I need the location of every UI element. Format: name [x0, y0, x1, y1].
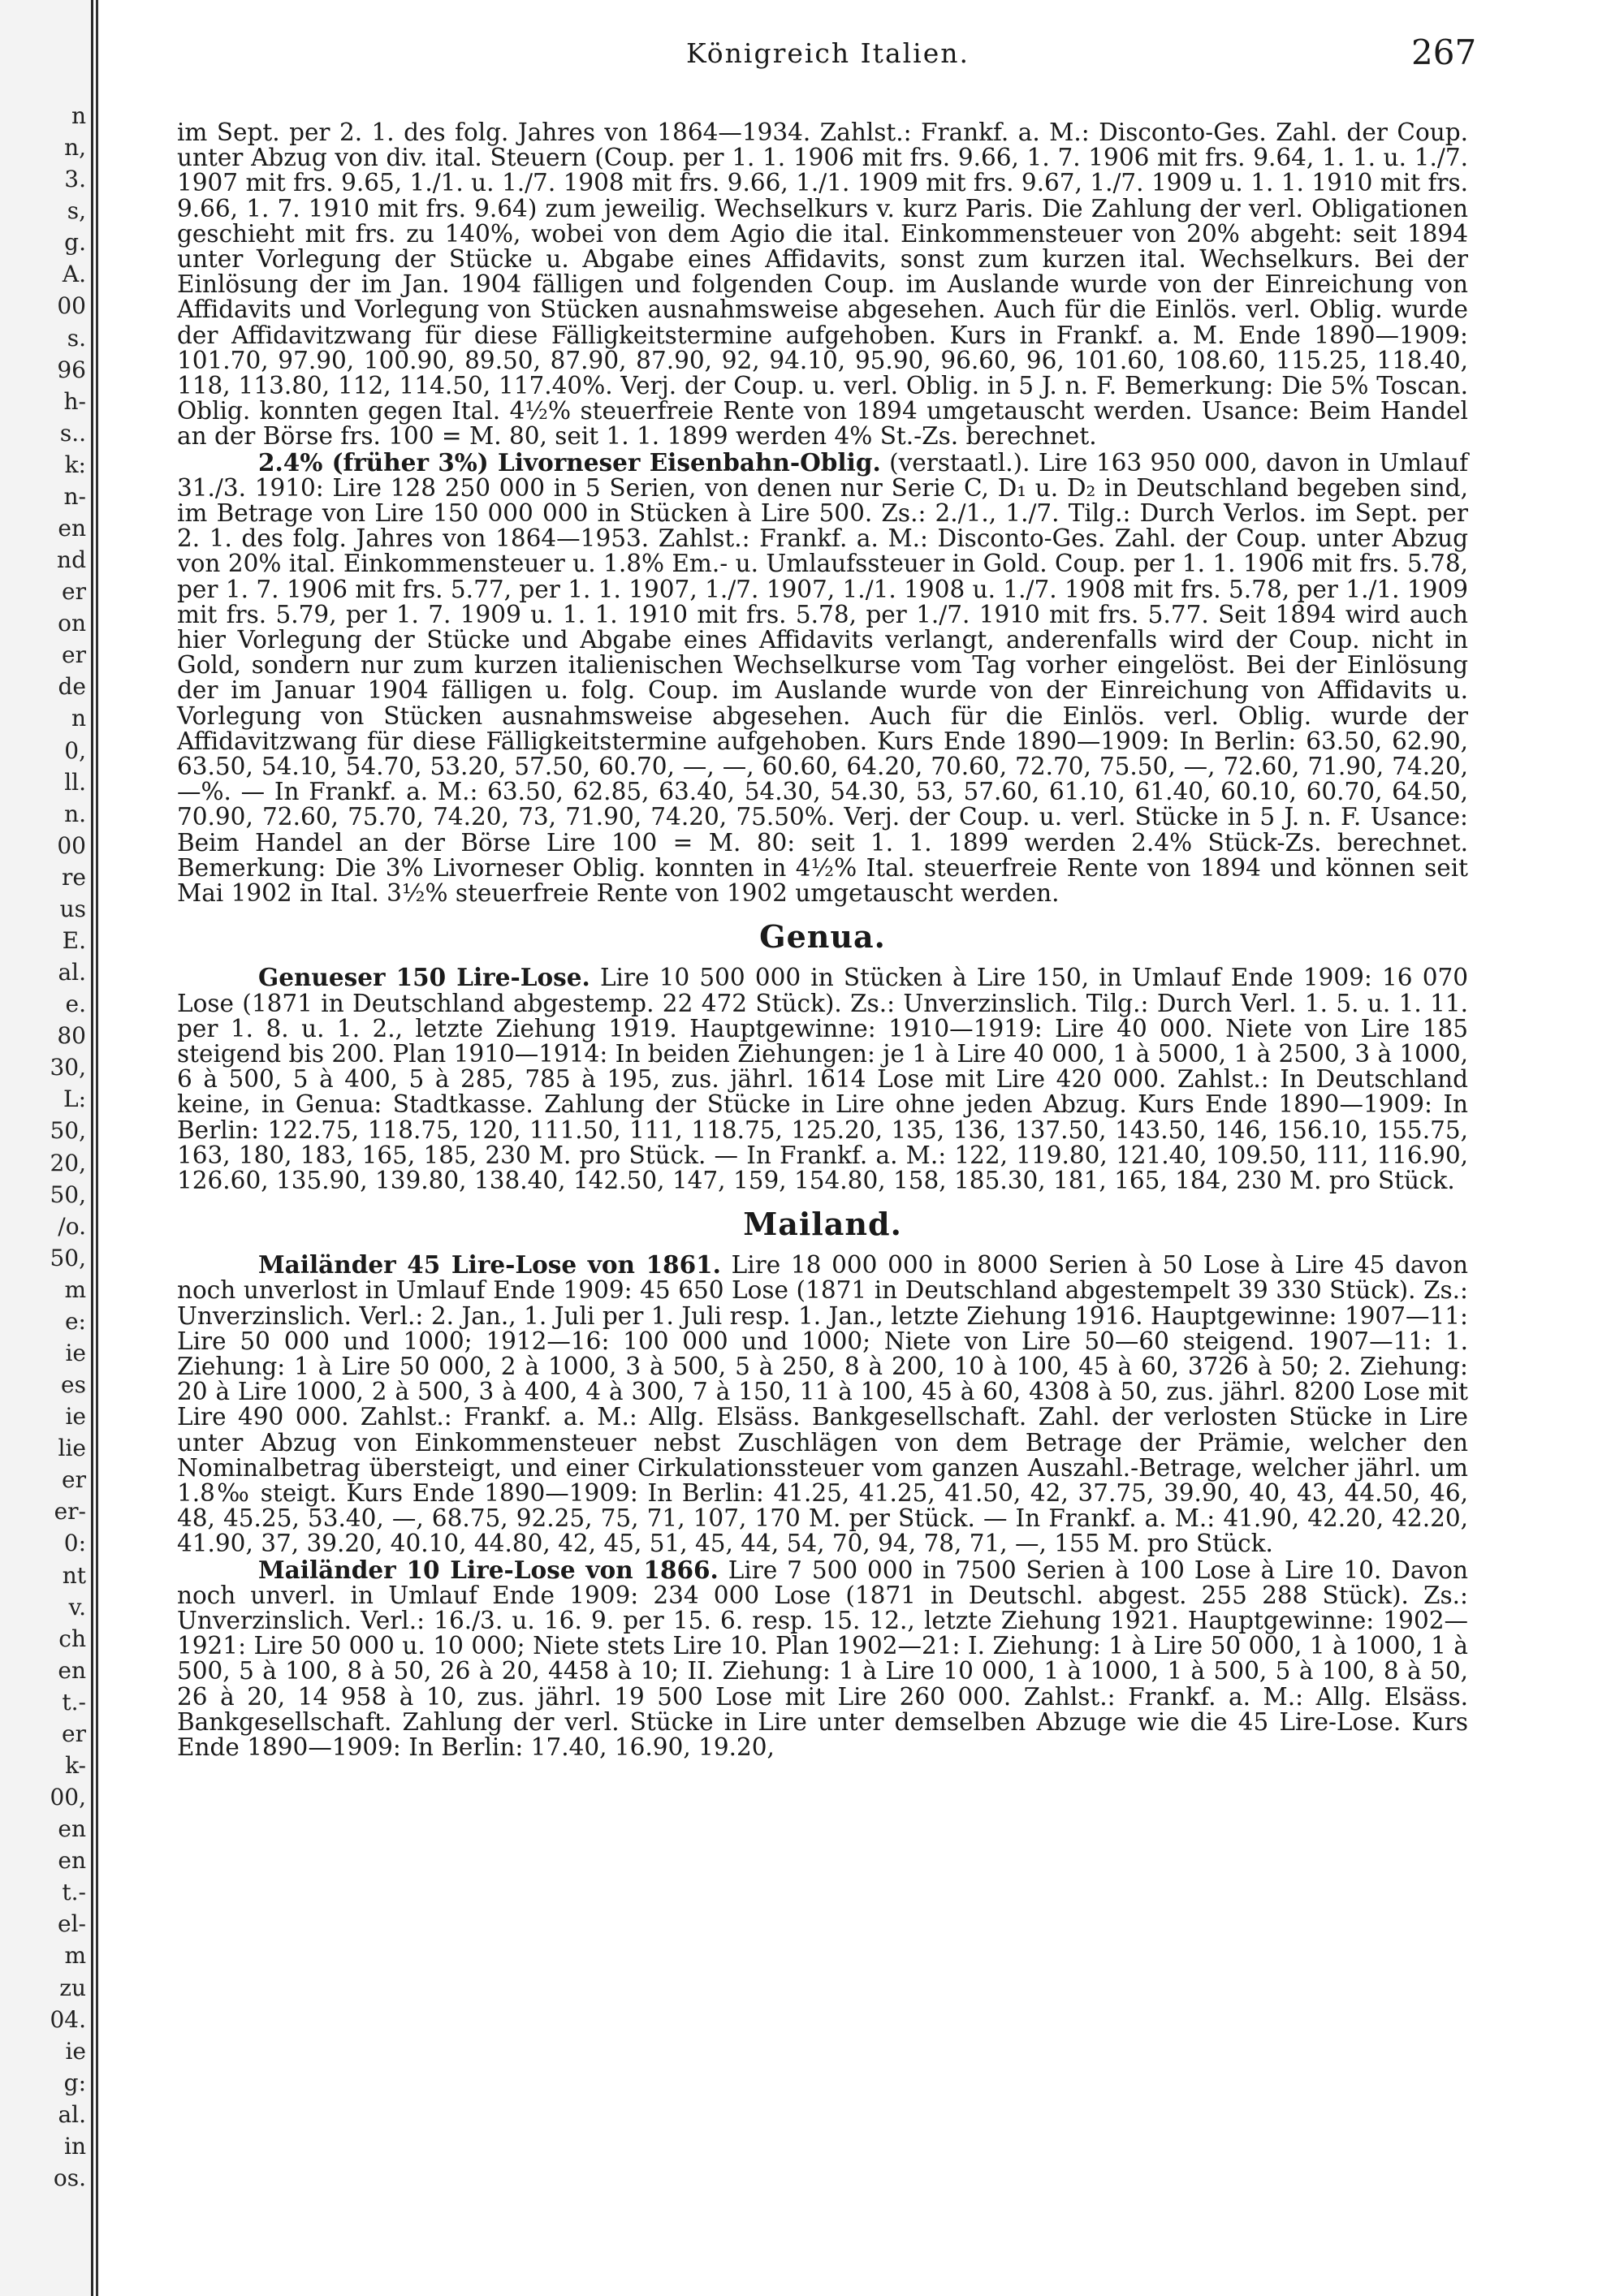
continuation-paragraph: im Sept. per 2. 1. des folg. Jahres von 1864—1934. Zahlst.: Frankf. a. M.: Disconto-Ges. Zahl. der Coup. unter Abzug von div. ital. Steuern (Coup. per 1. 1. 1906 mit frs. 9.66, 1. 7. 1906 mit frs. 9.64, 1. 1. u. 1./7. 1907 mit frs. 9.65, 1./1. u. 1./7. 1908 mit frs. 9.66, 1./1. 1909 mit frs. 9.67, 1./7. 1909 u. 1. 1. 1910 mit frs. 9.66, 1. 7. 1910 mit frs. 9.64) zum jeweilig. Wechselkurs v. kurz Paris. Die Zahlung der verl. Obligationen geschieht mit frs. zu 140%, wobei von dem Agio die ital. Einkommensteuer von 20% abgeht: seit 1894 unter Vorlegung der Stücke u. Abgabe eines Affidavits, sonst zum kurzen ital. Wechselkurs. Bei der Einlösung der im Jan. 1904 fälligen und folgenden Coup. im Auslande wurde von der Einreichung von Affidavits und Vorlegung von Stücken ausnahmsweise abgesehen. Auch für die Einlös. verl. Oblig. wurde der Affidavitzwang für diese Fälligkeitstermine aufgehoben. Kurs in Frankf. a. M. Ende 1890—1909: 101.70, 97.90, 100.90, 89.50, 87.90, 87.90, 92, 94.10, 95.90, 96.60, 96, 101.60, 108.60, 115.25, 118.40, 118, 113.80, 112, 114.50, 117.40%. Verj. der Coup. u. verl. Oblig. in 5 J. n. F. Bemerkung: Die 5% Toscan. Oblig. konnten gegen Ital. 4½% steuerfreie Rente von 1894 umgetauscht werden. Usance: Beim Handel an der Börse frs. 100 = M. 80, seit 1. 1. 1899 werden 4% St.-Zs. berechnet. [177, 119, 1468, 451]
entry-text: (verstaatl.). Lire 163 950 000, davon in Umlauf 31./3. 1910: Lire 128 250 000 in 5 Serien, von denen nur Serie C, D₁ u. D₂ in Deutschland begeben sind, im Betrage von Lire 150 000 000 in Stücken à Lire 500. Zs.: 2./1., 1./7. Tilg.: Durch Verlos. im Sept. per 2. 1. des folg. Jahres von 1864—1953. Zahlst.: Frankf. a. M.: Disconto-Ges. Zahl. der Coup. unter Abzug von 20% ital. Einkommensteuer u. 1.8% Em.- u. Umlaufssteuer in Gold. Coup. per 1. 1. 1906 mit frs. 5.78, per 1. 7. 1906 mit frs. 5.77, per 1. 1. 1907, 1./7. 1907, 1./1. 1908 u. 1./7. 1908 mit frs. 5.78, per 1./1. 1909 mit frs. 5.79, per 1. 7. 1909 u. 1. 1. 1910 mit frs. 5.78, per 1./7. 1910 mit frs. 5.77. Seit 1894 wird auch hier Vorlegung der Stücke und Abgabe eines Affidavits verlangt, anderenfalls wird der Coup. nicht in Gold, sondern nur zum kurzen italienischen Wechselkurse vom Tag vorher eingelöst. Bei der Einlösung der im Januar 1904 fälligen u. folg. Coup. im Auslande wurde von der Einreichung von Affidavits u. Vorlegung von Stücken ausnahmsweise abgesehen. Auch für die Einlös. verl. Oblig. wurde der Affidavitzwang für diese Fälligkeitstermine aufgehoben. Kurs Ende 1890—1909: In Berlin: 63.50, 62.90, 63.50, 54.10, 54.70, 53.20, 57.50, 60.70, —, —, 60.60, 64.20, 70.60, 72.70, 75.50, —, 72.60, 71.90, 74.20, —%. — In Frankf. a. M.: 63.50, 62.85, 63.40, 54.30, 54.30, 53, 57.60, 61.10, 61.40, 60.10, 60.70, 64.50, 70.90, 72.60, 75.70, 74.20, 73, 71.90, 74.20, 75.50%. Verj. der Coup. u. verl. Stücke in 5 J. n. F. Usance: Beim Handel an der Börse Lire 100 = M. 80: seit 1. 1. 1899 werden 2.4% Stück-Zs. berechnet. Bemerkung: Die 3% Livorneser Oblig. konnten in 4½% Ital. steuerfreie Rente von 1894 und können seit Mai 1902 in Ital. 3½% steuerfreie Rente von 1902 umgetauscht werden. [177, 448, 1468, 908]
entry-heading: Mailänder 45 Lire-Lose von 1861. [258, 1250, 721, 1280]
gutter-fragment: s, [67, 197, 86, 224]
gutter-fragment: ie [65, 1340, 86, 1366]
entry-heading: 2.4% (früher 3%) Livorneser Eisenbahn-Oblig. [258, 447, 881, 477]
gutter-fragment: n [71, 102, 86, 129]
gutter-fragment: on [58, 610, 86, 637]
entry-text: Lire 18 000 000 in 8000 Serien à 50 Lose à Lire 45 davon noch unverlost in Umlauf Ende 1909: 45 650 Lose (1871 in Deutschland abgestempelt 39 330 Stück). Zs.: Unverzinslich. Verl.: 2. Jan., 1. Juli per 1. Juli resp. 1. Jan., letzte Ziehung 1916. Hauptgewinne: 1907—11: Lire 50 000 und 1000; 1912—16: 100 000 und 1000; Niete von Lire 50—60 steigend. 1907—11: 1. Ziehung: 1 à Lire 50 000, 2 à 1000, 3 à 500, 5 à 250, 8 à 200, 10 à 100, 45 à 60, 3726 à 50; 2. Ziehung: 20 à Lire 1000, 2 à 500, 3 à 400, 4 à 300, 7 à 150, 11 à 100, 45 à 60, 4308 à 50, zus. jährl. 8200 Lose mit Lire 490 000. Zahlst.: Frankf. a. M.: Allg. Elsäss. Bankgesellschaft. Zahl. der verlosten Stücke in Lire unter Abzug von Einkommensteuer nebst Zuschlägen von dem Betrage der Prämie, welcher den Nominalbetrag übersteigt, und einer Cirkulationssteuer vom ganzen Auszahl.-Betrage, welcher jährl. um 1.8‰ steigt. Kurs Ende 1890—1909: In Berlin: 41.25, 41.25, 41.50, 42, 37.75, 39.90, 40, 43, 44.50, 46, 48, 45.25, 53.40, —, 68.75, 92.25, 75, 71, 107, 170 M. per Stück. — In Frankf. a. M.: 41.90, 42.20, 42.20, 41.90, 37, 39.20, 40.10, 44.80, 42, 45, 51, 45, 44, 54, 70, 94, 78, 71, —, 155 M. pro Stück. [177, 1251, 1468, 1558]
gutter-fragment: e. [65, 990, 86, 1017]
entry-mailaender-45 [177, 1252, 1468, 1556]
gutter-fragment: ch [58, 1625, 86, 1652]
gutter-fragment: 00, [50, 1784, 86, 1810]
gutter-fragment: 04. [50, 2006, 86, 2033]
gutter-fragment: e: [64, 1308, 86, 1335]
city-heading-genua: Genua. [759, 918, 886, 956]
gutter-fragment: er [62, 1720, 86, 1747]
entry-genueser [177, 965, 1468, 1193]
entry-heading: Mailänder 10 Lire-Lose von 1866. [258, 1555, 719, 1584]
gutter-fragment: 30, [50, 1054, 86, 1081]
gutter-fragment: k- [65, 1752, 86, 1779]
gutter-fragment: ie [65, 1403, 86, 1430]
gutter-fragment: es [61, 1371, 86, 1398]
gutter-fragment: 50, [50, 1245, 86, 1271]
gutter-fragment: g: [63, 2069, 86, 2096]
gutter-fragment: 00 [57, 832, 86, 859]
gutter-fragment: 50, [50, 1117, 86, 1144]
gutter-fragment: m [64, 1942, 86, 1969]
gutter-fragment: de [58, 673, 86, 700]
gutter-fragment: er [62, 641, 86, 668]
entry-text: Lire 10 500 000 in Stücken à Lire 150, in Umlauf Ende 1909: 16 070 Lose (1871 in Deutschland abgestemp. 22 472 Stück). Zs.: Unverzinslich. Tilg.: Durch Verl. 1. 5. u. 1. 11. per 1. 8. u. 1. 2., letzte Ziehung 1919. Hauptgewinne: 1910—1919: Lire 40 000. Niete von Lire 185 steigend bis 200. Plan 1910—1914: In beiden Ziehungen: je 1 à Lire 40 000, 1 à 5000, 1 à 2500, 3 à 1000, 6 à 500, 5 à 400, 5 à 285, 785 à 195, zus. jährl. 1614 Lose mit Lire 420 000. Zahlst.: In Deutschland keine, in Genua: Stadtkasse. Zahlung der Stücke in Lire ohne jeden Abzug. Kurs Ende 1890—1909: In Berlin: 122.75, 118.75, 120, 111.50, 111, 118.75, 125.20, 135, 136, 137.50, 143.50, 146, 156.10, 155.75, 163, 180, 183, 165, 185, 230 M. pro Stück. — In Frankf. a. M.: 122, 119.80, 121.40, 109.50, 111, 116.90, 126.60, 135.90, 139.80, 138.40, 142.50, 147, 159, 154.80, 158, 185.30, 181, 165, 184, 230 M. pro Stück. [177, 964, 1469, 1194]
gutter-fragment: 50, [50, 1181, 86, 1208]
gutter-fragment: nd [57, 546, 86, 573]
entry-livorneser [177, 447, 1468, 908]
entry-heading: Genueser 150 Lire-Lose. [258, 963, 590, 992]
city-heading-mailand: Mailand. [743, 1206, 902, 1243]
gutter-fragment: ll. [64, 769, 86, 796]
gutter-fragment: er [62, 578, 86, 605]
gutter-fragment: el- [58, 1910, 86, 1937]
gutter-fragment: en [58, 1847, 86, 1874]
page-number: 267 [1411, 32, 1477, 72]
gutter-fragment: A. [62, 261, 86, 287]
gutter-fragment: zu [59, 1974, 86, 2001]
gutter-fragment: n, [64, 134, 86, 161]
gutter-fragment: g. [64, 229, 86, 256]
gutter-fragment: en [58, 1657, 86, 1684]
gutter-fragment: n. [64, 801, 86, 827]
gutter-fragment: re [62, 864, 86, 891]
gutter-fragment: al. [58, 959, 86, 986]
gutter-fragment: in [64, 2133, 86, 2160]
gutter-fragment: al. [58, 2101, 86, 2128]
gutter-fragment: er [62, 1466, 86, 1493]
gutter-fragment: s.. [59, 420, 86, 447]
gutter-fragment: 0: [63, 1530, 86, 1556]
gutter-fragment: ie [65, 2038, 86, 2065]
binding-line [96, 0, 98, 2296]
gutter-fragment: en [58, 1815, 86, 1842]
entry-mailaender-10 [177, 1557, 1468, 1761]
gutter-fragment: nt [62, 1562, 86, 1589]
gutter-fragment: 80 [57, 1022, 86, 1049]
gutter-fragment: t.- [62, 1689, 86, 1716]
gutter-fragment: m [64, 1276, 86, 1303]
facing-page-gutter [0, 0, 93, 2296]
gutter-fragment: n- [63, 483, 86, 510]
gutter-fragment: os. [53, 2164, 86, 2191]
gutter-fragment: 0, [64, 737, 86, 764]
gutter-fragment: us [59, 896, 86, 922]
gutter-fragment: er- [54, 1498, 86, 1525]
gutter-fragment: 3. [64, 166, 86, 192]
running-head: Königreich Italien. [686, 37, 970, 69]
gutter-fragment: /o. [58, 1213, 86, 1240]
gutter-fragment: 20, [50, 1150, 86, 1176]
gutter-fragment: E. [62, 927, 86, 954]
gutter-fragment: en [58, 515, 86, 542]
gutter-fragment: 96 [57, 356, 86, 383]
gutter-fragment: lie [58, 1435, 86, 1461]
gutter-fragment: v. [68, 1594, 86, 1621]
gutter-fragment: t.- [62, 1879, 86, 1905]
page-body [177, 120, 1468, 1760]
gutter-fragment: L: [63, 1085, 86, 1112]
gutter-fragment: s. [67, 325, 86, 352]
entry-text: Lire 7 500 000 in 7500 Serien à 100 Lose à Lire 10. Davon noch unverl. in Umlauf Ende 1909: 234 000 Lose (1871 in Deutschl. abgest. 255 288 Stück). Zs.: Unverzinslich. Verl.: 16./3. u. 16. 9. per 15. 6. resp. 15. 12., letzte Ziehung 1921. Hauptgewinne: 1902—1921: Lire 50 000 u. 10 000; Niete stets Lire 10. Plan 1902—21: I. Ziehung: 1 à Lire 50 000, 1 à 1000, 1 à 500, 5 à 100, 8 à 50, 26 à 20, 4458 à 10; II. Ziehung: 1 à Lire 10 000, 1 à 1000, 1 à 500, 5 à 100, 8 à 50, 26 à 20, 14 958 à 10, zus. jährl. 19 500 Lose mit Lire 260 000. Zahlst.: Frankf. a. M.: Allg. Elsäss. Bankgesellschaft. Zahlung der verl. Stücke in Lire unter demselben Abzuge wie die 45 Lire-Lose. Kurs Ende 1890—1909: In Berlin: 17.40, 16.90, 19.20, [177, 1556, 1468, 1761]
gutter-fragment: k: [64, 451, 86, 478]
gutter-fragment: n [71, 705, 86, 732]
gutter-fragment: 00 [57, 292, 86, 319]
gutter-fragment: h- [63, 388, 86, 415]
